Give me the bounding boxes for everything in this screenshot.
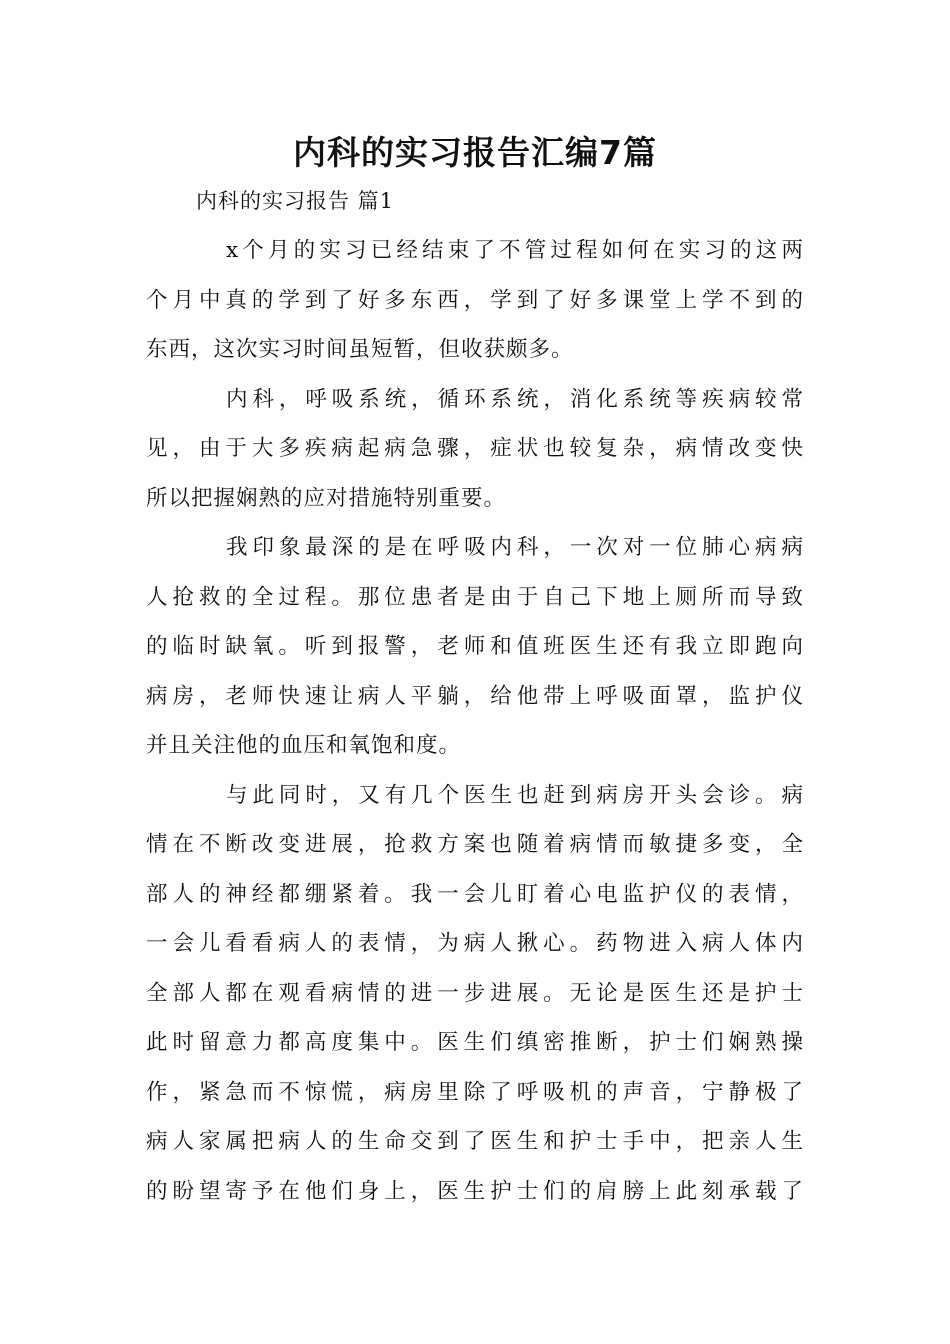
section-heading: 内科的实习报告 篇1 [196,189,395,213]
text-line: 内科，呼吸系统，循环系统，消化系统等疾病较常 [226,386,804,412]
text-line: 的盼望寄予在他们身上，医生护士们的肩膀上此刻承载了 [146,1178,804,1204]
text-line: x个月的实习已经结束了不管过程如何在实习的这两 [226,238,804,263]
text-line: 见，由于大多疾病起病急骤，症状也较复杂，病情改变快 [146,436,804,461]
text-line: 情在不断改变进展，抢救方案也随着病情而敏捷多变，全 [146,832,804,857]
text-line: 病房，老师快速让病人平躺，给他带上呼吸面罩，监护仪 [146,683,804,709]
text-line: 所以把握娴熟的应对措施特别重要。 [146,485,507,511]
text-line: 作，紧急而不惊慌，病房里除了呼吸机的声音，宁静极了 [146,1079,804,1105]
text-line: 人抢救的全过程。那位患者是由于自己下地上厕所而导致 [146,584,804,610]
document-title: 内科的实习报告汇编7篇 [293,133,657,172]
text-line: 的临时缺氧。听到报警，老师和值班医生还有我立即跑向 [146,634,804,659]
text-line: 一会儿看看病人的表情，为病人揪心。药物进入病人体内 [146,931,804,956]
text-line: 此时留意力都高度集中。医生们缜密推断，护士们娴熟操 [146,1030,804,1055]
text-line: 东西，这次实习时间虽短暂，但收获颇多。 [146,337,574,362]
text-line: 我印象最深的是在呼吸内科，一次对一位肺心病病 [226,535,804,560]
text-line: 全部人都在观看病情的进一步进展。无论是医生还是护士 [146,980,804,1006]
text-line: 并且关注他的血压和氧饱和度。 [146,733,462,758]
text-line: 与此同时，又有几个医生也赶到病房开头会诊。病 [226,782,804,808]
text-line: 部人的神经都绷紧着。我一会儿盯着心电监护仪的表情， [146,881,804,907]
text-line: 个月中真的学到了好多东西，学到了好多课堂上学不到的 [146,287,804,313]
document-body [146,226,804,1216]
text-line: 病人家属把病人的生命交到了医生和护士手中，把亲人生 [146,1129,804,1154]
